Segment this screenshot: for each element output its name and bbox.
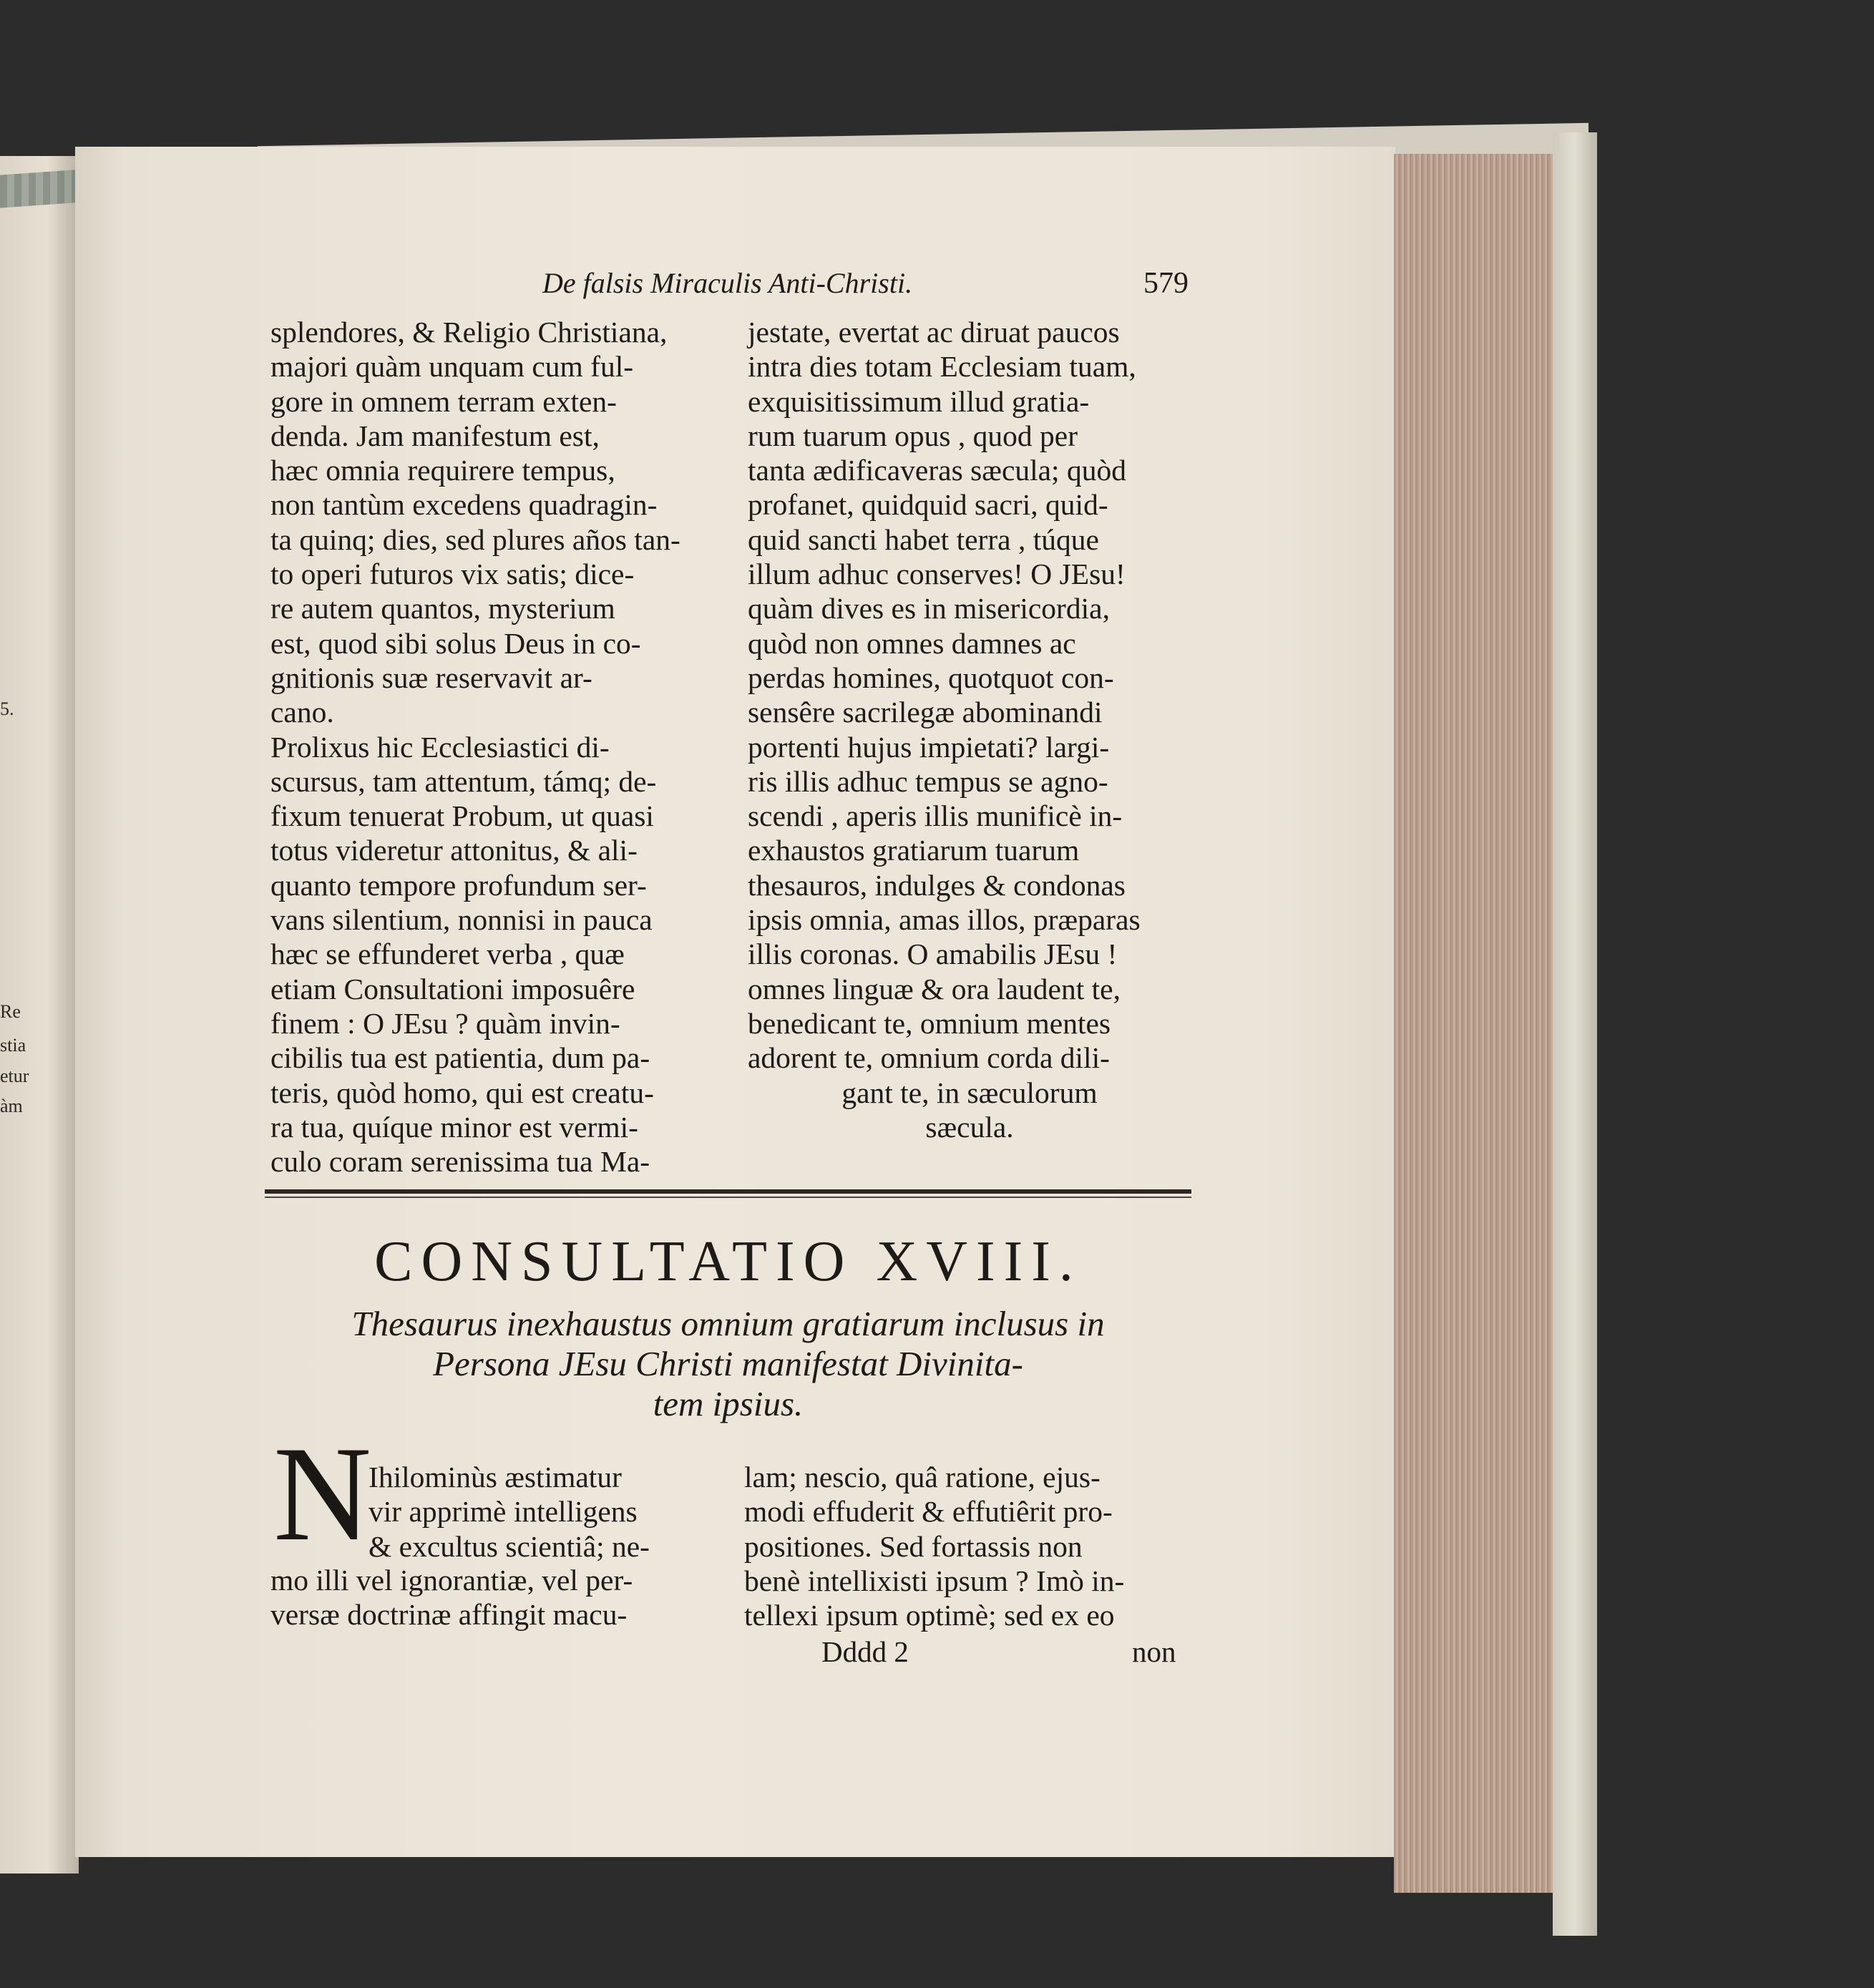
text-line: exquisitissimum illud gratia- <box>748 384 1090 418</box>
subtitle-line: Thesaurus inexhaustus omnium gratiarum inclusus in <box>351 1304 1105 1343</box>
margin-fragment: stia <box>0 1035 26 1056</box>
text-line: benedicant te, omnium mentes <box>748 1006 1111 1040</box>
text-line: quòd non omnes damnes ac <box>748 626 1076 660</box>
running-title: De falsis Miraculis Anti-Christi. <box>542 267 913 299</box>
text-line: vir apprimè intelligens <box>369 1495 638 1529</box>
text-line: majori quàm unquam cum ful- <box>270 350 634 384</box>
text-line: jestate, evertat ac diruat paucos <box>748 316 1120 349</box>
text-line: portenti hujus impietati? largi- <box>748 730 1110 764</box>
text-line: sensêre sacrilegæ abominandi <box>748 696 1103 729</box>
text-line: totus videretur attonitus, & ali- <box>270 834 638 867</box>
text-line: illis coronas. O amabilis JEsu ! <box>748 937 1118 971</box>
section-rule <box>265 1189 1191 1194</box>
text-line: Prolixus hic Ecclesiastici di- <box>270 730 610 764</box>
subtitle-line: Persona JEsu Christi manifestat Divinita- <box>433 1344 1023 1383</box>
text-line: hæc omnia requirere tempus, <box>270 454 615 487</box>
text-line: fixum tenuerat Probum, ut quasi <box>270 799 654 833</box>
text-line: scursus, tam attentum, támq; de- <box>270 764 657 798</box>
text-line: quanto tempore profundum ser- <box>270 868 647 902</box>
cover-right-edge <box>1553 132 1597 1936</box>
text-line: hæc se effunderet verba , quæ <box>270 937 625 971</box>
text-line: finem : O JEsu ? quàm invin- <box>270 1006 620 1040</box>
margin-fragment: àm <box>0 1096 23 1116</box>
page-number: 579 <box>1143 267 1189 300</box>
text-line: rum tuarum opus , quod per <box>748 419 1078 452</box>
text-line: denda. Jam manifestum est, <box>270 419 600 452</box>
body-right <box>744 1460 1124 1632</box>
body-left-full <box>270 1563 633 1632</box>
text-line: ipsis omnia, amas illos, præparas <box>748 903 1141 937</box>
text-line: ta quinq; dies, sed plures años tan- <box>270 522 680 556</box>
text-line: est, quod sibi solus Deus in co- <box>270 626 641 660</box>
body-left-indented <box>369 1460 650 1564</box>
text-line: gant te, in sæculorum <box>841 1076 1098 1109</box>
column-right <box>748 315 1191 1144</box>
text-line: profanet, quidquid sacri, quid- <box>748 488 1108 522</box>
margin-fragment: etur <box>0 1066 29 1086</box>
text-line: illum adhuc conserves! O JEsu! <box>748 557 1126 591</box>
text-line: re autem quantos, mysterium <box>270 592 615 625</box>
text-line: cano. <box>270 696 334 729</box>
text-line: thesauros, indulges & condonas <box>748 868 1126 902</box>
text-line: splendores, & Religio Christiana, <box>270 316 668 349</box>
column-left <box>270 315 680 1179</box>
signature-mark: Dddd 2 <box>821 1635 909 1668</box>
section-rule-thin <box>265 1197 1191 1198</box>
text-line: omnes linguæ & ora laudent te, <box>748 972 1121 1005</box>
subtitle-line: tem ipsius. <box>653 1384 804 1423</box>
text-line: to operi futuros vix satis; dice- <box>270 557 635 591</box>
text-line: teris, quòd homo, qui est creatu- <box>270 1076 654 1109</box>
text-line: etiam Consultationi imposuêre <box>270 972 635 1005</box>
text-line: quàm dives es in misericordia, <box>748 592 1110 625</box>
page-edges <box>1394 154 1558 1893</box>
text-line: Ihilominùs æstimatur <box>369 1461 622 1494</box>
text-line: benè intellixisti ipsum ? Imò in- <box>744 1564 1125 1597</box>
text-line: tellexi ipsum optimè; sed ex eo <box>744 1599 1115 1632</box>
text-line: culo coram serenissima tua Ma- <box>270 1145 650 1179</box>
margin-fragment: 5. <box>0 698 14 719</box>
text-line: adorent te, omnium corda dili- <box>748 1041 1110 1075</box>
text-line: gnitionis suæ reservavit ar- <box>270 661 592 694</box>
text-line: sæcula. <box>925 1110 1014 1144</box>
text-line: non tantùm excedens quadragin- <box>270 488 658 522</box>
text-line: lam; nescio, quâ ratione, ejus- <box>744 1461 1101 1494</box>
text-line: ra tua, quíque minor est vermi- <box>270 1110 638 1144</box>
section-title: CONSULTATIO XVIII. <box>374 1230 1082 1293</box>
text-line: & excultus scientiâ; ne- <box>369 1529 650 1563</box>
text-line: gore in omnem terram exten- <box>270 384 617 418</box>
text-line: positiones. Sed fortassis non <box>744 1529 1083 1563</box>
text-line: vans silentium, nonnisi in pauca <box>270 903 653 937</box>
catchword: non <box>1132 1635 1176 1668</box>
text-line: tanta ædificaveras sæcula; quòd <box>748 454 1126 487</box>
text-line: perdas homines, quotquot con- <box>748 661 1114 694</box>
drop-cap: N <box>273 1419 372 1569</box>
text-line: intra dies totam Ecclesiam tuam, <box>748 350 1136 384</box>
text-line: ris illis adhuc tempus se agno- <box>748 764 1108 798</box>
text-line: modi effuderit & effutiêrit pro- <box>744 1495 1113 1529</box>
text-line: scendi , aperis illis munificè in- <box>748 799 1123 833</box>
text-line: quid sancti habet terra , túque <box>748 522 1099 556</box>
text-line: exhaustos gratiarum tuarum <box>748 834 1080 867</box>
margin-fragment: Re <box>0 1001 21 1022</box>
section-subtitle <box>265 1304 1191 1424</box>
text-line: cibilis tua est patientia, dum pa- <box>270 1041 650 1075</box>
text-line: versæ doctrinæ affingit macu- <box>270 1598 628 1632</box>
text-line: mo illi vel ignorantiæ, vel per- <box>270 1564 633 1597</box>
